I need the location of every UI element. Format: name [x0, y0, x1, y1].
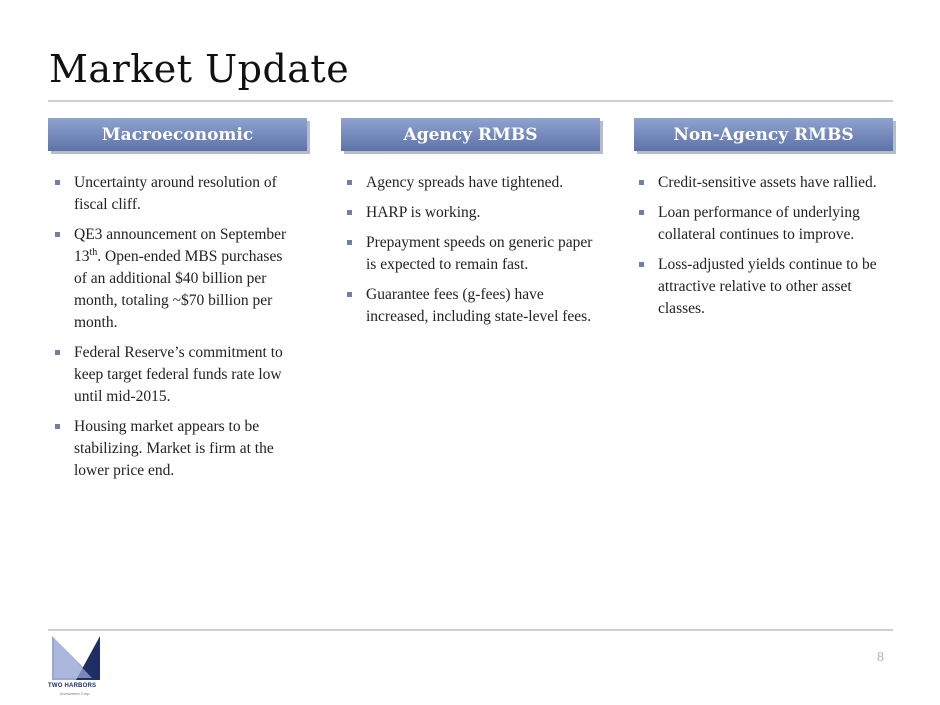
bullet-text: Agency spreads have tightened.: [366, 174, 564, 191]
bullet-list: [54, 172, 299, 482]
footer-divider: [48, 629, 893, 631]
list-item: [54, 342, 299, 408]
logo-subtitle: Investment Corp.: [60, 691, 91, 696]
bullet-text: Loss-adjusted yields continue to be attractive relative to other asset classes.: [658, 256, 877, 317]
square-bullet-icon: [347, 292, 352, 297]
bullet-list: [346, 172, 594, 328]
bullet-text: Credit-sensitive assets have rallied.: [658, 174, 877, 191]
column-header-macroeconomic: Macroeconomic: [48, 118, 307, 151]
square-bullet-icon: [55, 232, 60, 237]
column-header-agency-rmbs: Agency RMBS: [341, 118, 600, 151]
list-item: [638, 172, 888, 194]
list-item: [346, 284, 594, 328]
column-non-agency-rmbs: [638, 172, 888, 328]
bullet-text: Prepayment speeds on generic paper is expected to remain fast.: [366, 234, 593, 273]
list-item: [54, 224, 299, 334]
bullet-list: [638, 172, 888, 320]
list-item: [346, 232, 594, 276]
list-item: [638, 202, 888, 246]
ordinal-suffix: th: [89, 246, 98, 258]
column-macroeconomic: [54, 172, 299, 490]
square-bullet-icon: [55, 350, 60, 355]
square-bullet-icon: [639, 262, 644, 267]
bullet-text: Uncertainty around resolution of fiscal cliff.: [74, 174, 277, 213]
column-header-non-agency-rmbs: Non-Agency RMBS: [634, 118, 893, 151]
square-bullet-icon: [347, 180, 352, 185]
column-agency-rmbs: [346, 172, 594, 336]
bullet-text: Housing market appears to be stabilizing. Market is firm at the lower price end.: [74, 418, 274, 479]
square-bullet-icon: [347, 240, 352, 245]
page-title: Market Update: [49, 47, 350, 91]
page-number: 8: [877, 650, 884, 665]
square-bullet-icon: [347, 210, 352, 215]
list-item: [346, 202, 594, 224]
square-bullet-icon: [55, 180, 60, 185]
bullet-text: Loan performance of underlying collateral continues to improve.: [658, 204, 860, 243]
list-item: [346, 172, 594, 194]
square-bullet-icon: [55, 424, 60, 429]
bullet-text: Federal Reserve’s commitment to keep target federal funds rate low until mid-2015.: [74, 344, 283, 405]
list-item: [54, 172, 299, 216]
square-bullet-icon: [639, 180, 644, 185]
square-bullet-icon: [639, 210, 644, 215]
logo-name: TWO HARBORS: [48, 683, 97, 689]
list-item: [54, 416, 299, 482]
bullet-text-pre: QE3 announcement on September 13: [74, 226, 287, 265]
bullet-text: Guarantee fees (g-fees) have increased, including state-level fees.: [366, 286, 592, 325]
bullet-text-post: . Open-ended MBS purchases of an additional $40 billion per month, totaling ~$70 billion per month.: [74, 248, 283, 331]
title-divider: [48, 100, 893, 102]
bullet-text: HARP is working.: [366, 204, 481, 221]
list-item: [638, 254, 888, 320]
